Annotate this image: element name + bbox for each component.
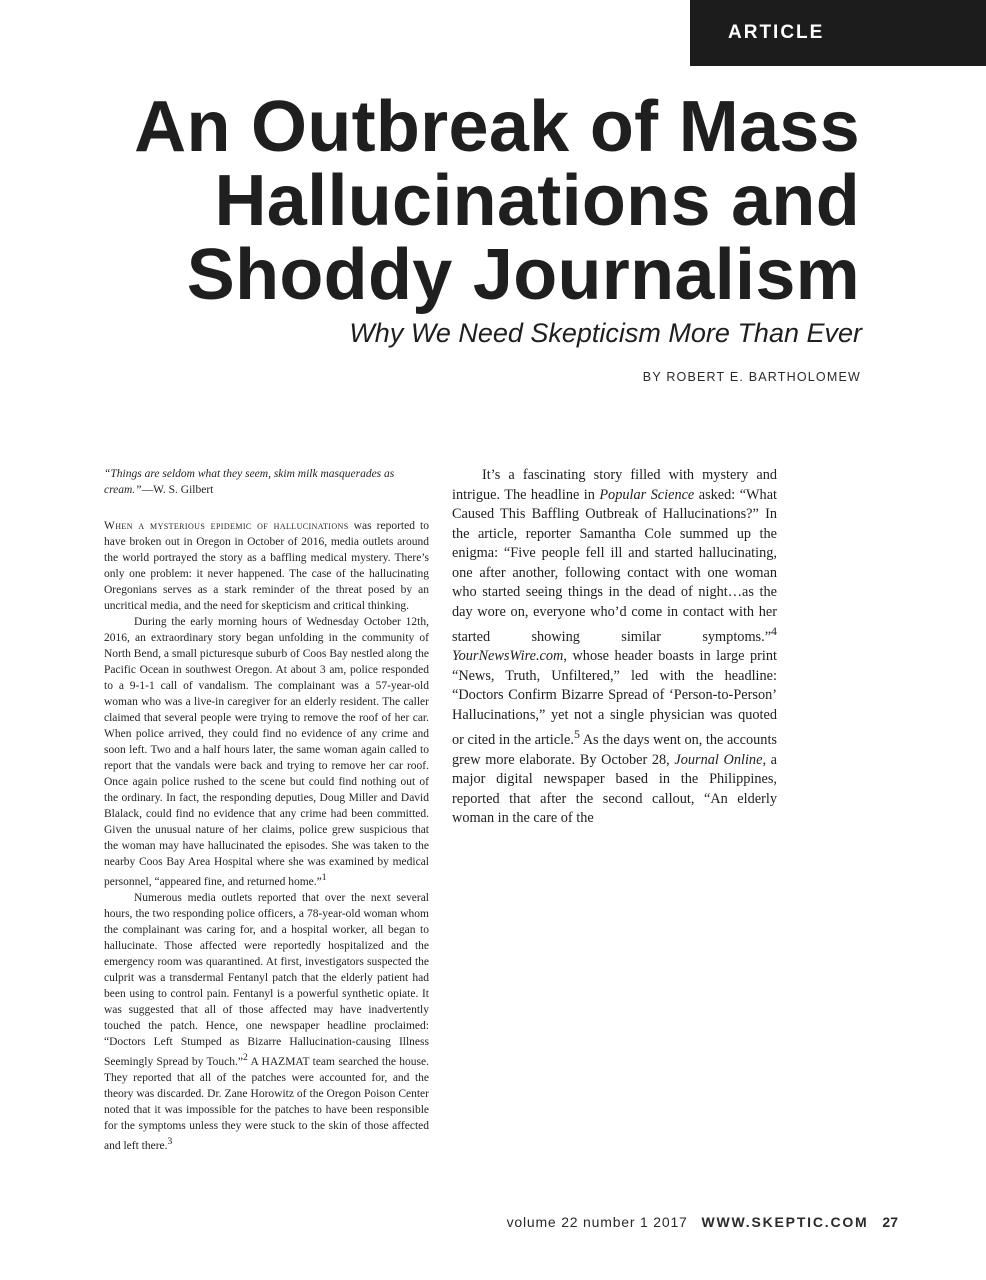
publication-name-popular-science: Popular Science: [599, 486, 695, 503]
epigraph-attribution: —W. S. Gilbert: [141, 484, 214, 496]
byline: BY ROBERT E. BARTHOLOMEW: [642, 370, 861, 384]
article-subtitle: Why We Need Skepticism More Than Ever: [349, 318, 862, 348]
footnote-ref-3: 3: [167, 1135, 173, 1147]
lead-in-smallcaps: When a mysterious epidemic of hallucinations: [104, 520, 349, 532]
paragraph-2-text: During the early morning hours of Wednesday October 12th, 2016, an extraordinary story began unfolding in the community of North Bend, a small picturesque suburb of Coos Bay nestled along the Pacific Ocean in southwest Oregon. At about 3 am, police responded to a 9-1-1 call of vandalism. The complainant was a 57-year-old woman who was a live-in caregiver for an elderly resident. The caller claimed that several people were trying to remove the roof of her car. When police arrived, they could find no evidence of any crime and soon left. Two and a half hours later, the same woman again called to report that the vandals were back and trying to remove her car roof. Once again police rushed to the scene but could find nothing out of the ordinary. In fact, the responding deputies, Doug Miller and David Blalack, could find no evidence that any crime had been committed. Given the unusual nature of her claims, police grew suspicious that the woman may have hallucinated the episodes. She was taken to the nearby Coos Bay Area Hospital where she was examined by medical personnel, “appeared fine, and returned home.”: [104, 616, 429, 888]
article-title: [60, 87, 860, 315]
text-column-right: [452, 466, 777, 829]
paragraph-3-text: Numerous media outlets reported that over the next several hours, the two responding police officers, a 78-year-old woman whom the complainant was caring for, and a hospital worker, all began to hallucinate. Those affected were reportedly hospitalized and the emergency room was quarantined. At first, investigators suspected the culprit was a transdermal Fentanyl patch that the elderly patient had been using to control pain. Fentanyl is a powerful synthetic opiate. It was suggested that all of those affected may have inadvertently touched the patch. Hence, one newspaper headline proclaimed: “Doctors Left Stumped as Bizarre Hallucination-causing Illness Seemingly Spread by Touch.”: [104, 891, 429, 1068]
epigraph: [104, 466, 429, 498]
paragraph-4-text-d: As the days went on, the accounts grew more elaborate. By October 28,: [452, 732, 777, 768]
paragraph-4: [452, 466, 777, 829]
paragraph-4-text-b: asked: “What Caused This Baffling Outbreak of Hallucinations?” In the article, reporter Samantha Cole summed up the enigma: “Five people fell ill and started hallucinating, one after another, following contact with one woman who started seeing things in the dead of night…as the day wore on, everyone who’d come in contact with her started showing similar symptoms.”: [452, 486, 778, 645]
section-tab: [690, 0, 986, 66]
title-line-1: An Outbreak of Mass: [134, 87, 860, 167]
text-column-left: [104, 466, 429, 1153]
footnote-ref-5: 5: [573, 727, 580, 742]
footnote-ref-2: 2: [243, 1051, 248, 1063]
page-footer: [507, 1214, 898, 1230]
title-line-3: Shoddy Journalism: [186, 235, 860, 315]
paragraph-2: [104, 614, 429, 890]
paragraph-1-text: was reported to have broken out in Oregon in October of 2016, media outlets around the world portrayed the story as a baffling medical mystery. There’s only one problem: it never happened. The case of the hallucinating Oregonians serves as a stark reminder of the threat posed by an uncritical media, and the need for skepticism and critical thinking.: [104, 520, 429, 612]
title-line-2: Hallucinations and: [214, 161, 860, 241]
publication-name-journal-online: Journal Online: [674, 751, 763, 768]
page-number: 27: [882, 1214, 898, 1230]
paragraph-4-text-e: , a major digital newspaper based in the Philippines, reported that after the second callout, “An elderly woman in the care of the: [452, 751, 778, 827]
section-tab-label: ARTICLE: [728, 22, 825, 43]
footnote-ref-4: 4: [771, 624, 777, 638]
footnote-ref-1: 1: [321, 872, 327, 883]
paragraph-4-text-a: It’s a fascinating story filled with mystery and intrigue. The headline in: [452, 467, 777, 503]
paragraph-3: [104, 890, 429, 1154]
paragraph-3-text-b: A HAZMAT team searched the house. They reported that all of the patches were accounted for, and the theory was discarded. Dr. Zane Horowitz of the Oregon Poison Center noted that it was impossible for the patches to have been responsible for the symptoms unless they were stuck to the skin of those affected and left there.: [104, 1055, 429, 1152]
publication-name-yournewswire: YourNewsWire.com: [452, 648, 564, 665]
epigraph-quote: “Things are seldom what they seem, skim milk masquerades as cream.”: [104, 468, 395, 496]
footer-website: WWW.SKEPTIC.COM: [701, 1214, 869, 1230]
footer-volume: volume 22 number 1 2017: [506, 1214, 688, 1230]
paragraph-1: [104, 518, 429, 614]
paragraph-4-text-c: , whose header boasts in large print “News, Truth, Unfiltered,” led with the headline: “Doctors Confirm Bizarre Spread of ‘Person-to-Person’ Hallucinations,” yet not a single physician was quoted or cited in the article.: [452, 648, 777, 749]
